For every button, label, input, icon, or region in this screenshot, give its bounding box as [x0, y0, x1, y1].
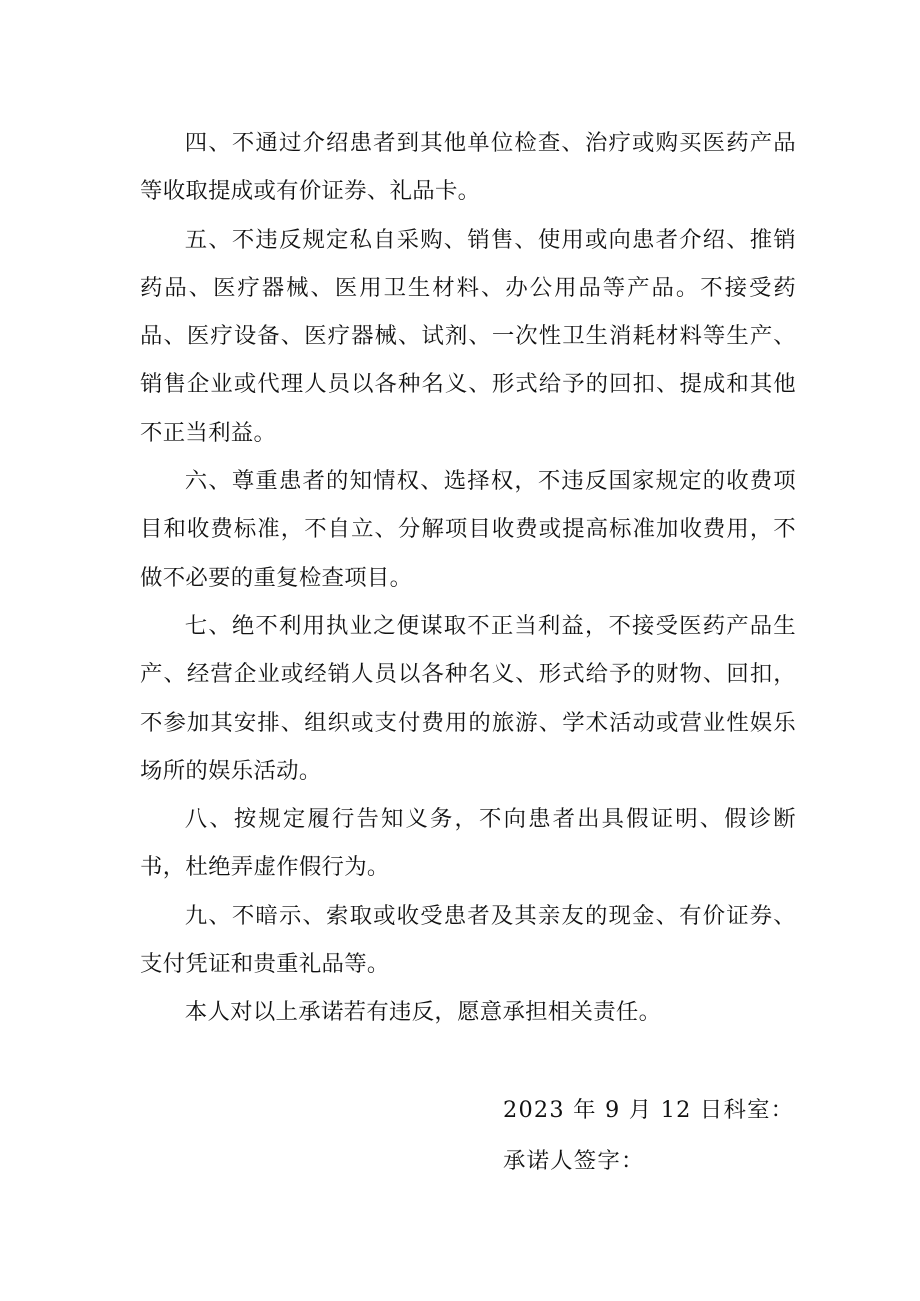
pledge-item-seven: 七、绝不利用执业之便谋取不正当利益，不接受医药产品生产、经营企业或经销人员以各种名义、形式给予的财物、回扣，不参加其安排、组织或支付费用的旅游、学术活动或营业性娱乐场所的娱乐活动。 [140, 612, 796, 784]
signer-line: 承诺人签字： [503, 1148, 645, 1174]
pledge-item-five: 五、不违反规定私自采购、销售、使用或向患者介绍、推销药品、医疗器械、医用卫生材料、办公用品等产品。不接受药品、医疗设备、医疗器械、试剂、一次性卫生消耗材料等生产、销售企业或代理人员以各种名义、形式给予的回扣、提成和其他不正当利益。 [140, 226, 796, 446]
signature-block [503, 1086, 803, 1185]
pledge-body [140, 119, 796, 1037]
pledge-item-eight: 八、按规定履行告知义务，不向患者出具假证明、假诊断书，杜绝弄虚作假行为。 [140, 806, 796, 881]
pledge-item-four: 四、不通过介绍患者到其他单位检查、治疗或购买医药产品等收取提成或有价证券、礼品卡。 [140, 130, 796, 205]
date-department-line: 2023 年 9 月 12 日科室： [503, 1097, 795, 1123]
pledge-item-six: 六、尊重患者的知情权、选择权，不违反国家规定的收费项目和收费标准，不自立、分解项目收费或提高标准加收费用，不做不必要的重复检查项目。 [140, 468, 796, 591]
responsibility-statement: 本人对以上承诺若有违反，愿意承担相关责任。 [184, 999, 662, 1026]
pledge-item-nine: 九、不暗示、索取或收受患者及其亲友的现金、有价证券、支付凭证和贵重礼品等。 [140, 902, 796, 978]
